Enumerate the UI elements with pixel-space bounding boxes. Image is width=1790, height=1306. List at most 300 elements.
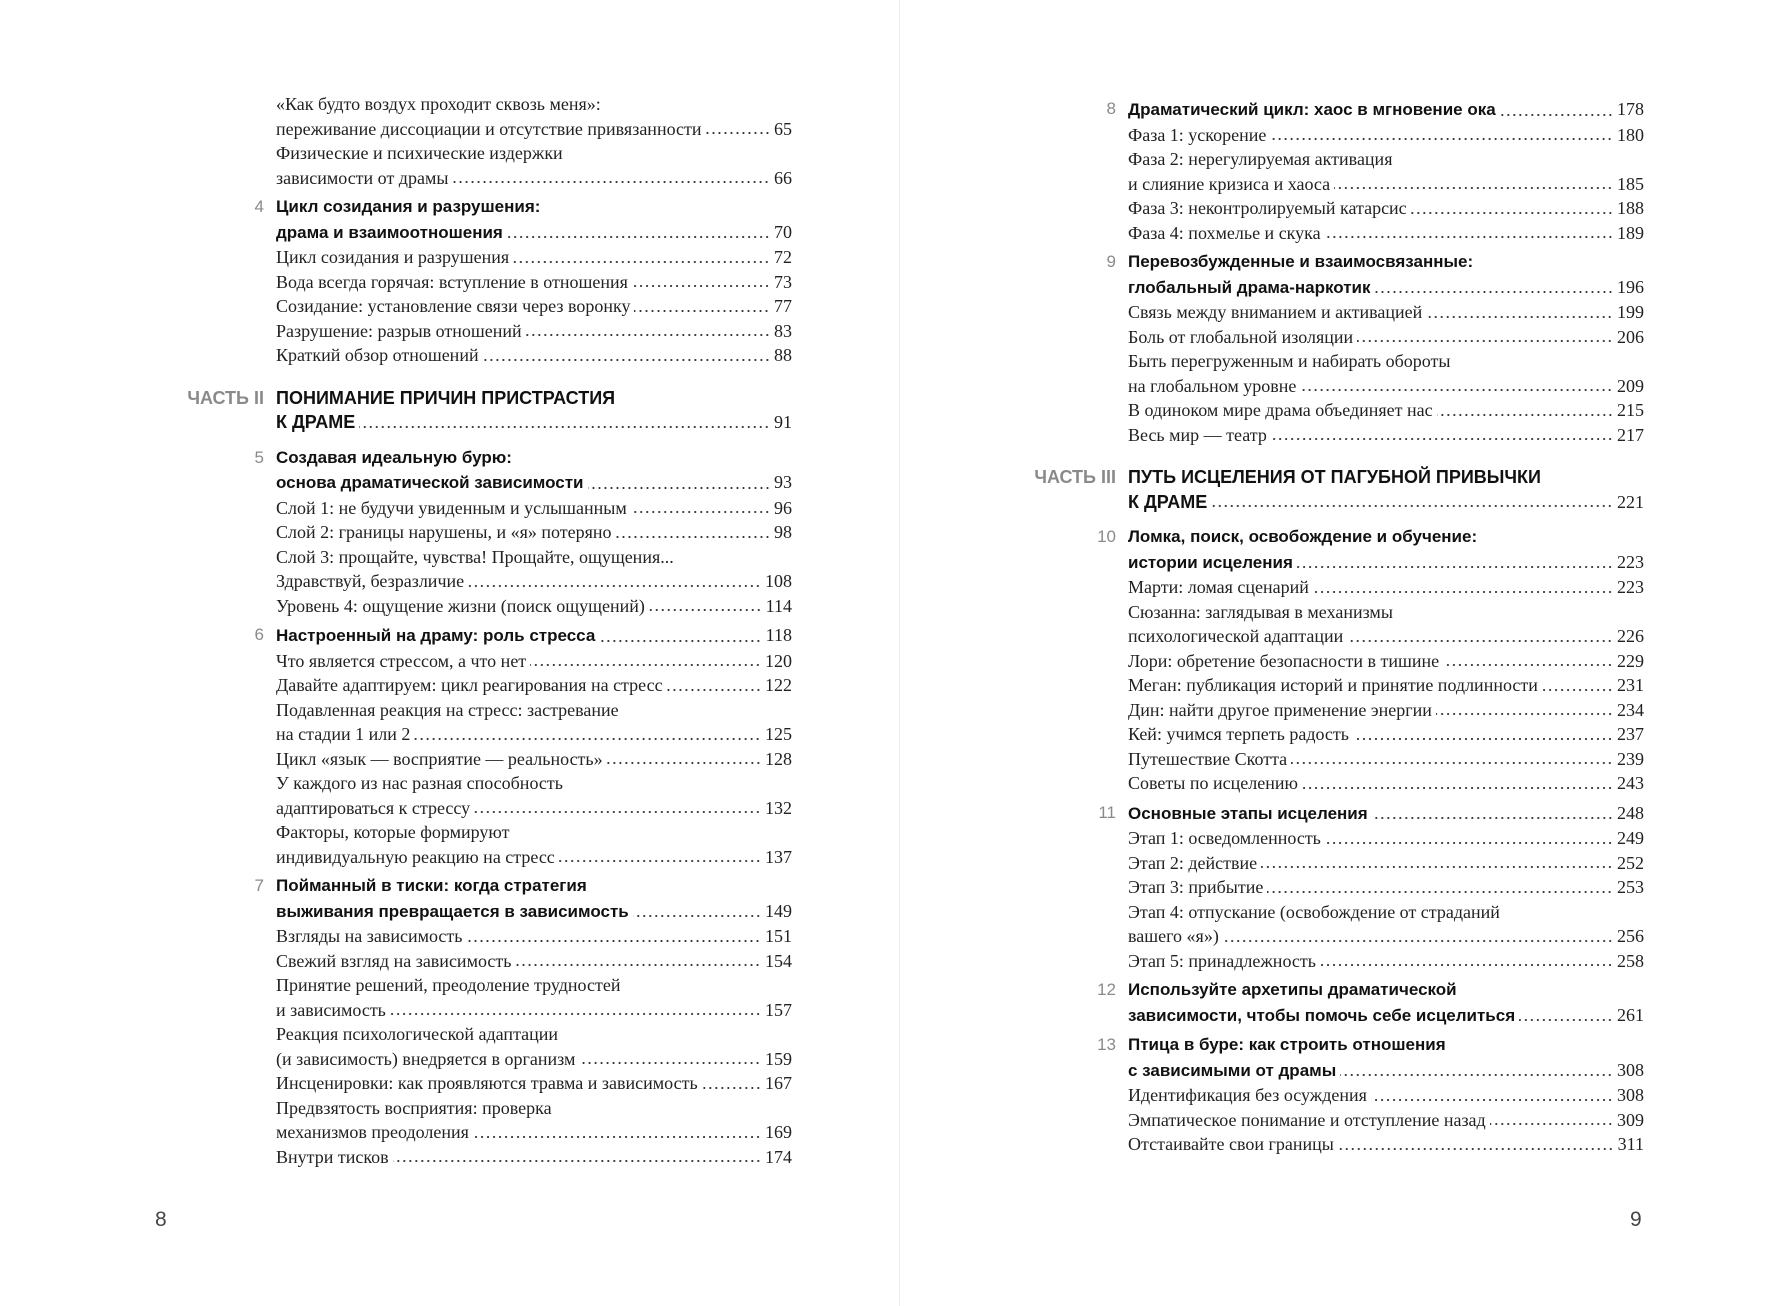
entry-page-number: 189 — [1617, 222, 1644, 243]
entry-title-line: (и зависимость) внедряется в организм — [276, 1048, 576, 1069]
dot-leader — [530, 663, 761, 667]
toc-section-entry[interactable] — [276, 92, 792, 141]
dot-leader — [1353, 737, 1613, 741]
entry-title-line: вашего «я») — [1128, 926, 1219, 946]
entry-title-last-line — [1128, 398, 1644, 423]
entry-title-line: Кей: учимся терпеть радость — [1128, 724, 1350, 744]
entry-page-number: 234 — [1617, 699, 1644, 720]
dot-leader — [1375, 290, 1613, 294]
entry-title-last-line — [1128, 97, 1644, 123]
entry-page-number: 91 — [774, 412, 792, 432]
toc-chapter-entry[interactable] — [1106, 250, 1644, 300]
entry-title-line: Отстаивайте свои границы — [1128, 1134, 1334, 1154]
entry-page-number: 199 — [1617, 302, 1644, 322]
entry-page-number: 118 — [765, 625, 792, 645]
entry-title-last-line — [1128, 851, 1644, 876]
entry-title-line: Принятие решений, преодоление трудностей — [276, 975, 621, 995]
entry-page-number: 248 — [1617, 802, 1644, 823]
entry-title-line: Советы по исцелению — [1128, 773, 1298, 793]
entry-page-number: 88 — [774, 345, 792, 365]
entry-title-line: Инсценировки: как проявляются травма и зависимость — [276, 1073, 698, 1093]
toc-chapter-entry[interactable] — [1098, 801, 1644, 827]
entry-title-last-line — [1128, 722, 1644, 747]
dot-leader — [634, 309, 770, 313]
dot-leader — [588, 486, 770, 490]
toc-section-entry[interactable] — [1128, 722, 1644, 747]
entry-title-last-line — [276, 998, 792, 1023]
entry-page-number: 223 — [1617, 551, 1644, 572]
dot-leader — [579, 1061, 761, 1065]
entry-page-number: 125 — [765, 724, 792, 744]
toc-section-entry[interactable] — [276, 520, 792, 545]
entry-title-last-line — [1128, 924, 1644, 949]
entry-title-line: Здравствуй, безразличие — [276, 571, 465, 591]
entry-title-last-line — [1128, 747, 1644, 772]
entry-title-line: Птица в буре: как строить отношения — [1128, 1035, 1446, 1054]
entry-title-line: Взгляды на зависимость — [276, 926, 463, 946]
entry-title-line: Подавленная реакция на стресс: застревание — [276, 699, 619, 720]
entry-page-number: 73 — [774, 271, 792, 292]
right-page — [900, 0, 1790, 1306]
toc-section-entry[interactable] — [276, 245, 792, 270]
entry-title-line: Идентификация без осуждения — [1128, 1085, 1367, 1105]
entry-page-number: 174 — [765, 1146, 792, 1167]
entry-title-last-line — [276, 343, 792, 368]
dot-leader — [483, 358, 770, 362]
dot-leader — [515, 963, 761, 967]
dot-leader — [1436, 712, 1613, 716]
entry-title-last-line — [1128, 1058, 1644, 1084]
toc-part-entry[interactable] — [1034, 465, 1644, 514]
toc-section-entry[interactable] — [1128, 851, 1644, 876]
toc-section-entry[interactable] — [276, 649, 792, 674]
entry-title-line: К ДРАМЕ — [276, 412, 356, 432]
entry-page-number: 66 — [774, 167, 792, 188]
entry-page-number: 122 — [765, 675, 792, 695]
entry-title-line: и зависимость — [276, 999, 386, 1020]
toc-section-entry[interactable] — [1128, 575, 1644, 600]
entry-page-number: 258 — [1617, 950, 1644, 971]
toc-section-entry[interactable] — [1128, 196, 1644, 221]
table-of-contents — [187, 92, 792, 1169]
chapter-number: 6 — [254, 625, 264, 644]
entry-page-number: 252 — [1617, 852, 1644, 873]
toc-section-entry[interactable] — [276, 673, 792, 698]
entry-title-line: Цикл «язык — восприятие — реальность» — [276, 748, 603, 769]
entry-title-line: зависимости от драмы — [276, 167, 449, 188]
entry-title-line: механизмов преодоления — [276, 1122, 469, 1142]
chapter-number: 5 — [254, 447, 264, 467]
toc-section-entry[interactable] — [276, 270, 792, 295]
entry-page-number: 261 — [1617, 1004, 1644, 1025]
entry-title-line: ПОНИМАНИЕ ПРИЧИН ПРИСТРАСТИЯ — [276, 387, 616, 408]
dot-leader — [667, 688, 761, 692]
entry-page-number: 253 — [1617, 877, 1644, 897]
entry-page-number: 169 — [765, 1122, 792, 1142]
entry-title-last-line — [276, 899, 792, 925]
entry-page-number: 249 — [1617, 828, 1644, 848]
entry-title-line: ПУТЬ ИСЦЕЛЕНИЯ ОТ ПАГУБНОЙ ПРИВЫЧКИ — [1128, 467, 1541, 487]
entry-title-line: Эмпатическое понимание и отступление назад — [1128, 1109, 1486, 1130]
entry-title-last-line — [1128, 673, 1644, 698]
dot-leader — [1411, 211, 1613, 215]
entry-title-line: Реакция психологической адаптации — [276, 1024, 559, 1044]
entry-title-line: Этап 2: действие — [1128, 852, 1258, 873]
dot-leader — [1519, 1018, 1613, 1022]
entry-page-number: 70 — [774, 221, 792, 242]
entry-title-line: глобальный драма-наркотик — [1128, 277, 1371, 297]
entry-title-line: переживание диссоциации и отсутствие привязанности — [276, 118, 702, 139]
entry-title-line: зависимости, чтобы помочь себе исцелиться — [1128, 1005, 1516, 1025]
entry-page-number: 137 — [765, 846, 792, 867]
toc-section-entry[interactable] — [276, 1096, 792, 1145]
toc-chapter-entry[interactable] — [254, 446, 792, 496]
toc-section-entry[interactable] — [276, 771, 792, 820]
toc-section-entry[interactable] — [1128, 1083, 1644, 1108]
entry-page-number: 108 — [765, 571, 792, 591]
chapter-number: 8 — [1106, 99, 1116, 118]
dot-leader — [702, 1086, 761, 1090]
dot-leader — [468, 584, 761, 588]
chapter-number: 11 — [1098, 802, 1116, 822]
entry-title-last-line — [1128, 698, 1644, 723]
entry-page-number: 159 — [765, 1048, 792, 1069]
toc-section-entry[interactable] — [1128, 300, 1644, 325]
dot-leader — [616, 535, 770, 539]
toc-section-entry[interactable] — [1128, 147, 1644, 196]
toc-section-entry[interactable] — [276, 747, 792, 772]
toc-section-entry[interactable] — [1128, 423, 1644, 448]
toc-chapter-entry[interactable] — [254, 195, 792, 245]
dot-leader — [1291, 761, 1613, 765]
part-label: ЧАСТЬ II — [187, 387, 264, 408]
toc-section-entry[interactable] — [1128, 949, 1644, 974]
entry-title-line: выживания превращается в зависимость — [276, 901, 629, 921]
dot-leader — [1270, 137, 1613, 141]
entry-title-last-line — [1128, 1108, 1644, 1133]
entry-title-last-line — [276, 245, 792, 270]
dot-leader — [1500, 113, 1613, 117]
dot-leader — [1542, 688, 1613, 692]
entry-title-last-line — [276, 1071, 792, 1096]
entry-title-line: драма и взаимоотношения — [276, 222, 503, 242]
entry-title-line: Сюзанна: заглядывая в механизмы — [1128, 601, 1393, 622]
entry-title-line: психологической адаптации — [1128, 626, 1344, 646]
toc-section-entry[interactable] — [1128, 698, 1644, 723]
toc-section-entry[interactable] — [1128, 123, 1644, 148]
entry-title-last-line — [276, 1145, 792, 1170]
entry-page-number: 209 — [1617, 375, 1644, 396]
toc-section-entry[interactable] — [1128, 1108, 1644, 1133]
dot-leader — [559, 859, 761, 863]
dot-leader — [1372, 816, 1613, 820]
toc-section-entry[interactable] — [1128, 1132, 1644, 1157]
dot-leader — [513, 260, 770, 264]
entry-title-last-line — [1128, 1003, 1644, 1029]
entry-title-line: У каждого из нас разная способность — [276, 773, 563, 793]
entry-title-last-line — [1128, 624, 1644, 649]
dot-leader — [1300, 388, 1613, 392]
toc-section-entry[interactable] — [276, 496, 792, 521]
entry-title-line: Цикл созидания и разрушения — [276, 247, 510, 267]
toc-section-entry[interactable] — [276, 141, 792, 190]
entry-title-line: основа драматической зависимости — [276, 473, 584, 492]
entry-page-number: 229 — [1617, 650, 1644, 671]
entry-title-line: Слой 2: границы нарушены, и «я» потеряно — [276, 522, 612, 542]
entry-page-number: 309 — [1617, 1109, 1644, 1130]
dot-leader — [1267, 890, 1613, 894]
dot-leader — [599, 639, 761, 643]
dot-leader — [1340, 1073, 1613, 1077]
toc-chapter-entry[interactable] — [1097, 525, 1644, 575]
entry-title-last-line — [1128, 172, 1644, 197]
entry-title-last-line — [1128, 1132, 1644, 1157]
entry-page-number: 215 — [1617, 400, 1644, 420]
entry-page-number: 120 — [765, 650, 792, 671]
toc-chapter-entry[interactable] — [1106, 97, 1644, 123]
toc-chapter-entry[interactable] — [254, 623, 792, 649]
entry-title-line: Созидание: установление связи через воронку — [276, 296, 631, 316]
entry-title-line: Быть перегруженным и набирать обороты — [1128, 351, 1451, 371]
toc-section-entry[interactable] — [276, 594, 792, 619]
entry-page-number: 308 — [1617, 1085, 1644, 1105]
entry-title-last-line — [276, 649, 792, 674]
entry-title-last-line — [1128, 1083, 1644, 1108]
dot-leader — [1357, 339, 1613, 343]
entry-title-line: Предвзятость восприятия: проверка — [276, 1097, 552, 1118]
entry-title-line: «Как будто воздух проходит сквозь меня»: — [276, 94, 601, 114]
entry-page-number: 180 — [1617, 124, 1644, 145]
dot-leader — [414, 737, 761, 741]
entry-page-number: 206 — [1617, 326, 1644, 347]
entry-page-number: 77 — [774, 296, 792, 316]
entry-title-last-line — [276, 270, 792, 295]
entry-page-number: 151 — [765, 926, 792, 946]
entry-page-number: 178 — [1617, 99, 1644, 119]
page-number: 8 — [155, 1208, 167, 1231]
dot-leader — [1271, 437, 1613, 441]
toc-section-entry[interactable] — [276, 545, 792, 594]
entry-page-number: 114 — [765, 595, 792, 616]
entry-title-line: Этап 4: отпускание (освобождение от страданий — [1128, 901, 1500, 922]
entry-title-line: Настроенный на драму: роль стресса — [276, 626, 596, 645]
entry-page-number: 239 — [1617, 748, 1644, 769]
entry-title-line: В одиноком мире драма объединяет нас — [1128, 400, 1433, 420]
entry-title-line: Драматический цикл: хаос в мгновение ока — [1128, 100, 1496, 119]
dot-leader — [1490, 1122, 1613, 1126]
entry-page-number: 157 — [765, 999, 792, 1020]
entry-title-last-line — [1128, 801, 1644, 827]
entry-title-line: Цикл созидания и разрушения: — [276, 197, 541, 216]
entry-title-line: на глобальном уровне — [1128, 375, 1297, 396]
dot-leader — [607, 761, 761, 765]
entry-title-last-line — [1128, 196, 1644, 221]
entry-title-last-line — [276, 1047, 792, 1072]
entry-title-last-line — [276, 569, 792, 594]
entry-title-line: Этап 5: принадлежность — [1128, 950, 1316, 971]
dot-leader — [632, 284, 770, 288]
entry-title-last-line — [1128, 490, 1644, 515]
dot-leader — [1297, 565, 1613, 569]
page-number: 9 — [1630, 1208, 1642, 1231]
toc-section-entry[interactable] — [1128, 673, 1644, 698]
dot-leader — [1443, 663, 1613, 667]
entry-page-number: 311 — [1617, 1134, 1644, 1154]
toc-section-entry[interactable] — [276, 924, 792, 949]
entry-title-line: Фаза 4: похмелье и скука — [1128, 222, 1321, 243]
dot-leader — [1223, 939, 1613, 943]
entry-title-line: Этап 3: прибытие — [1128, 877, 1264, 897]
toc-section-entry[interactable] — [1128, 221, 1644, 246]
chapter-number: 10 — [1097, 527, 1116, 546]
entry-page-number: 167 — [765, 1073, 792, 1093]
chapter-number: 12 — [1097, 980, 1116, 999]
toc-section-entry[interactable] — [1128, 826, 1644, 851]
entry-title-line: Давайте адаптируем: цикл реагирования на стресс — [276, 675, 663, 695]
dot-leader — [649, 608, 762, 612]
entry-title-last-line — [276, 594, 792, 619]
entry-title-line: Свежий взгляд на зависимость — [276, 950, 512, 971]
entry-title-line: Разрушение: разрыв отношений — [276, 320, 522, 341]
entry-title-line: Фаза 1: ускорение — [1128, 124, 1267, 145]
toc-chapter-entry[interactable] — [254, 874, 792, 924]
entry-title-last-line — [276, 845, 792, 870]
entry-title-last-line — [1128, 123, 1644, 148]
chapter-number: 4 — [254, 197, 264, 216]
dot-leader — [706, 131, 770, 135]
toc-section-entry[interactable] — [1128, 747, 1644, 772]
dot-leader — [452, 180, 770, 184]
dot-leader — [1437, 413, 1613, 417]
toc-section-entry[interactable] — [276, 1145, 792, 1170]
entry-page-number: 65 — [774, 118, 792, 139]
entry-page-number: 223 — [1617, 577, 1644, 597]
entry-page-number: 226 — [1617, 626, 1644, 646]
entry-page-number: 217 — [1617, 424, 1644, 445]
chapter-number: 7 — [254, 876, 264, 895]
dot-leader — [1261, 865, 1613, 869]
entry-title-last-line — [1128, 423, 1644, 448]
dot-leader — [473, 1135, 761, 1139]
entry-title-line: индивидуальную реакцию на стресс — [276, 846, 555, 867]
toc-section-entry[interactable] — [276, 294, 792, 319]
entry-title-line: Слой 1: не будучи увиденным и услышанным — [276, 497, 627, 518]
toc-section-entry[interactable] — [276, 1022, 792, 1071]
entry-title-line: адаптироваться к стрессу — [276, 797, 471, 818]
toc-section-entry[interactable] — [1128, 600, 1644, 649]
dot-leader — [1313, 590, 1613, 594]
entry-title-line: Что является стрессом, а что нет — [276, 650, 527, 671]
entry-title-line: Ломка, поиск, освобождение и обучение: — [1128, 527, 1478, 546]
dot-leader — [1334, 186, 1613, 190]
dot-leader — [1347, 639, 1613, 643]
toc-part-entry[interactable] — [187, 386, 792, 435]
entry-title-last-line — [276, 319, 792, 344]
entry-title-last-line — [1128, 221, 1644, 246]
dot-leader — [633, 914, 761, 918]
dot-leader — [1302, 786, 1613, 790]
toc-section-entry[interactable] — [1128, 349, 1644, 398]
entry-page-number: 154 — [765, 950, 792, 971]
toc-section-entry[interactable] — [1128, 325, 1644, 350]
dot-leader — [1426, 315, 1613, 319]
dot-leader — [1325, 235, 1613, 239]
entry-title-last-line — [1128, 949, 1644, 974]
toc-section-entry[interactable] — [1128, 900, 1644, 949]
entry-title-line: Внутри тисков — [276, 1146, 389, 1167]
entry-title-line: истории исцеления — [1128, 552, 1293, 572]
entry-page-number: 132 — [765, 797, 792, 818]
dot-leader — [1211, 504, 1613, 508]
entry-title-last-line — [276, 924, 792, 949]
entry-title-line: Используйте архетипы драматической — [1128, 980, 1457, 999]
entry-page-number: 221 — [1617, 491, 1644, 512]
toc-section-entry[interactable] — [276, 820, 792, 869]
entry-page-number: 128 — [765, 748, 792, 769]
toc-chapter-entry[interactable] — [1097, 1033, 1644, 1083]
entry-page-number: 96 — [774, 497, 792, 518]
dot-leader — [359, 425, 770, 429]
entry-title-last-line — [1128, 275, 1644, 301]
entry-title-line: Меган: публикация историй и принятие подлинности — [1128, 675, 1538, 695]
toc-section-entry[interactable] — [276, 343, 792, 368]
entry-page-number: 243 — [1617, 773, 1644, 793]
entry-title-last-line — [276, 470, 792, 496]
toc-section-entry[interactable] — [276, 319, 792, 344]
toc-section-entry[interactable] — [1128, 398, 1644, 423]
toc-section-entry[interactable] — [276, 973, 792, 1022]
toc-chapter-entry[interactable] — [1097, 978, 1644, 1028]
entry-title-last-line — [276, 673, 792, 698]
entry-title-line: Физические и психические издержки — [276, 143, 563, 163]
entry-title-last-line — [276, 496, 792, 521]
entry-title-line: Весь мир — театр — [1128, 424, 1267, 445]
dot-leader — [393, 1159, 761, 1163]
toc-section-entry[interactable] — [276, 949, 792, 974]
entry-title-line: Создавая идеальную бурю: — [276, 447, 512, 467]
dot-leader — [390, 1012, 761, 1016]
entry-title-line: Краткий обзор отношений — [276, 345, 479, 365]
entry-title-last-line — [1128, 325, 1644, 350]
entry-title-line: Фаза 3: неконтролируемый катарсис — [1128, 198, 1407, 218]
entry-page-number: 196 — [1617, 276, 1644, 297]
dot-leader — [1325, 841, 1613, 845]
table-of-contents — [1034, 92, 1644, 1157]
entry-title-last-line — [276, 747, 792, 772]
entry-title-line: Основные этапы исцеления — [1128, 803, 1368, 823]
toc-section-entry[interactable] — [1128, 649, 1644, 674]
entry-title-last-line — [1128, 875, 1644, 900]
chapter-number: 13 — [1097, 1035, 1116, 1054]
entry-title-last-line — [1128, 300, 1644, 325]
toc-section-entry[interactable] — [1128, 875, 1644, 900]
entry-title-last-line — [276, 166, 792, 191]
entry-title-last-line — [1128, 374, 1644, 399]
entry-title-line: Этап 1: осведомленность — [1128, 828, 1321, 848]
entry-title-last-line — [276, 722, 792, 747]
dot-leader — [1338, 1147, 1614, 1151]
entry-title-line: на стадии 1 или 2 — [276, 724, 411, 744]
toc-section-entry[interactable] — [276, 698, 792, 747]
toc-section-entry[interactable] — [276, 1071, 792, 1096]
toc-section-entry[interactable] — [1128, 771, 1644, 796]
entry-title-line: Уровень 4: ощущение жизни (поиск ощущений) — [276, 595, 645, 616]
entry-title-last-line — [1128, 550, 1644, 576]
entry-title-last-line — [276, 220, 792, 246]
dot-leader — [1371, 1098, 1613, 1102]
entry-title-last-line — [276, 1120, 792, 1145]
entry-title-line: Дин: найти другое применение энергии — [1128, 699, 1432, 720]
